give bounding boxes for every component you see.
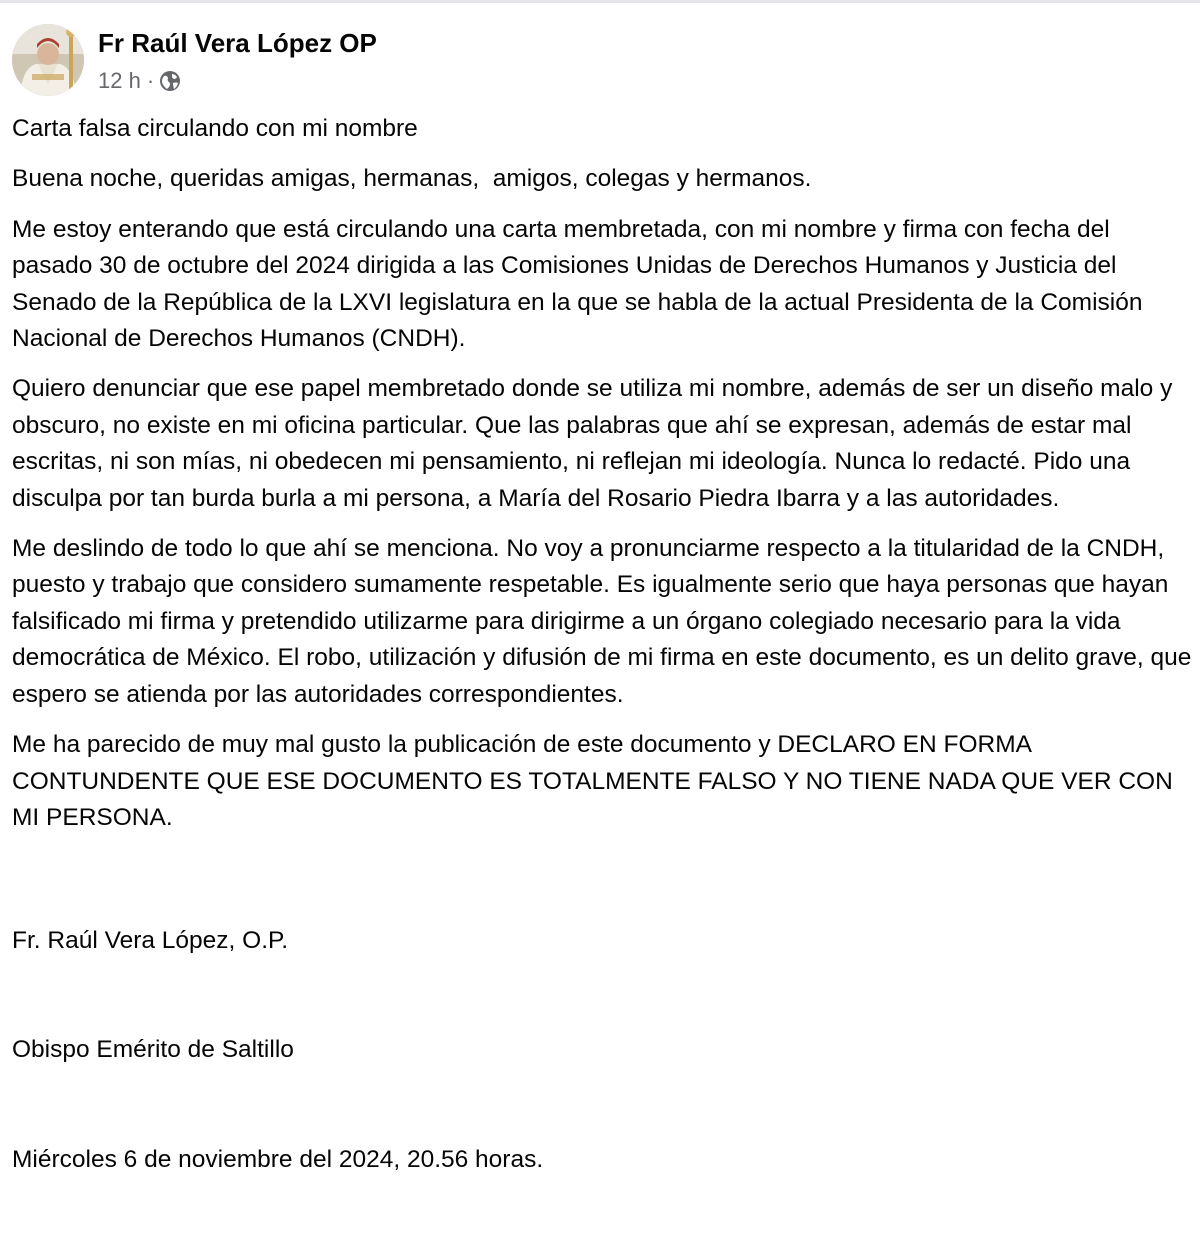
meta-separator: · xyxy=(146,68,155,93)
post-paragraph-5: Me deslindo de todo lo que ahí se menciona. No voy a pronunciarme respecto a la titularidad de la CNDH, puesto y trabajo que considero sumamente respetable. Es igualmente serio que haya personas que hayan falsificado mi firma y pretendido utilizarme para dirigirme a un órgano colegiado necesario para la vida democrática de México. El robo, utilización y difusión de mi firma en este documento, es un delito grave, que espero se atienda por las autoridades correspondientes. xyxy=(12,535,1199,708)
post-paragraph-3: Me estoy enterando que está circulando una carta membretada, con mi nombre y firma con fecha del pasado 30 de octubre del 2024 dirigida a las Comisiones Unidas de Derechos Humanos y Justicia del Senado de la República de la LXVI legislatura en la que se habla de la actual Presidenta de la Comisión Nacional de Derechos Humanos (CNDH). xyxy=(12,215,1150,353)
post-paragraph-1: Carta falsa circulando con mi nombre xyxy=(12,115,418,142)
post-header xyxy=(12,24,1182,100)
post-paragraph-2: Buena noche, queridas amigas, hermanas, amigos, colegas y hermanos. xyxy=(12,165,812,193)
signature-name: Fr. Raúl Vera López, O.P. xyxy=(12,927,289,955)
signature-title: Obispo Emérito de Saltillo xyxy=(12,1036,294,1064)
signature-date: Miércoles 6 de noviembre del 2024, 20.56 horas. xyxy=(12,1145,544,1173)
avatar-photo xyxy=(12,24,84,96)
post-timestamp[interactable]: 12 h xyxy=(98,68,141,93)
post-paragraph-4: Quiero denunciar que ese papel membretado donde se utiliza mi nombre, además de ser un diseño malo y obscuro, no existe en mi oficina particular. Que las palabras que ahí se expresan, además de estar mal escritas, ni son mías, ni obedecen mi pensamiento, ni reflejan mi ideología. Nunca lo redacté. Pido una disculpa por tan burda burla a mi persona, a María del Rosario Piedra Ibarra y a las autoridades. xyxy=(12,375,1180,512)
author-name[interactable]: Fr Raúl Vera López OP xyxy=(98,28,377,58)
author-avatar[interactable] xyxy=(12,24,84,96)
post-body xyxy=(12,111,1199,1251)
post-signature xyxy=(12,850,1192,1250)
post-paragraph-6: Me ha parecido de muy mal gusto la publicación de este documento y DECLARO EN FORMA CONTUNDENTE QUE ESE DOCUMENTO ES TOTALMENTE FALSO Y NO TIENE NADA QUE VER CON MI PERSONA. xyxy=(12,731,1180,831)
globe-icon[interactable] xyxy=(159,70,181,92)
post-meta xyxy=(98,68,181,94)
